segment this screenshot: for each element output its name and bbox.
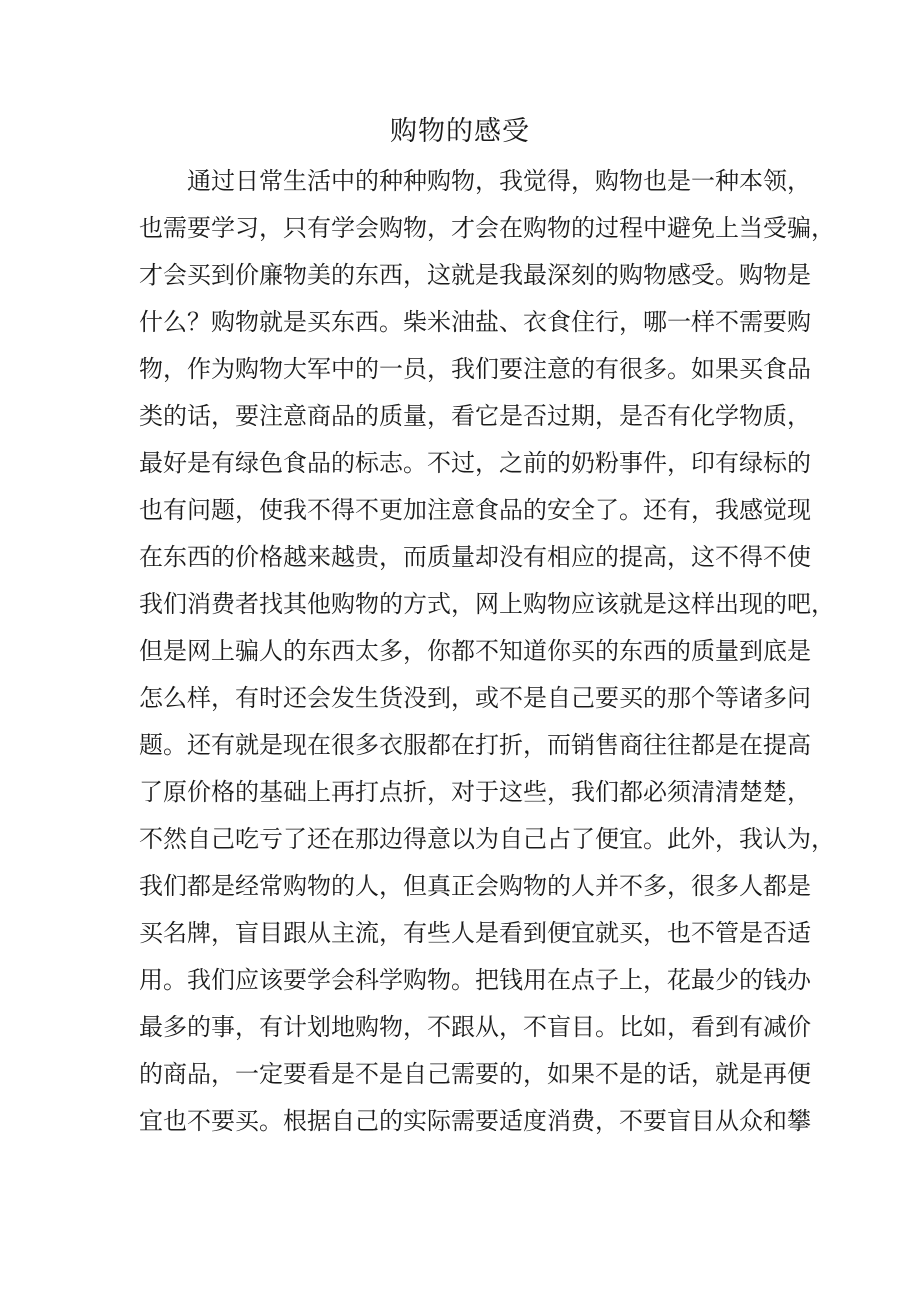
- text-line: 我们都是经常购物的人，但真正会购物的人并不多，很多人都是: [139, 872, 811, 900]
- text-line: 用。我们应该要学会科学购物。把钱用在点子上，花最少的钱办: [139, 966, 811, 994]
- text-line: 宜也不要买。根据自己的实际需要适度消费，不要盲目从众和攀: [139, 1107, 811, 1135]
- text-line: 才会买到价廉物美的东西，这就是我最深刻的购物感受。购物是: [139, 261, 811, 289]
- text-line: 类的话，要注意商品的质量，看它是否过期，是否有化学物质，: [139, 402, 811, 430]
- text-line: 物，作为购物大军中的一员，我们要注意的有很多。如果买食品: [139, 355, 811, 383]
- text-line: 题。还有就是现在很多衣服都在打折，而销售商往往都是在提高: [139, 731, 811, 759]
- text-line: 了原价格的基础上再打点折，对于这些，我们都必须清清楚楚，: [139, 778, 811, 806]
- text-line: 也需要学习，只有学会购物，才会在购物的过程中避免上当受骗，: [139, 214, 835, 242]
- text-line: 不然自己吃亏了还在那边得意以为自己占了便宜。此外，我认为，: [139, 825, 835, 853]
- text-line: 也有问题，使我不得不更加注意食品的安全了。还有，我感觉现: [139, 496, 811, 524]
- document-title: 购物的感受: [390, 116, 530, 147]
- text-line: 最好是有绿色食品的标志。不过，之前的奶粉事件，印有绿标的: [139, 449, 811, 477]
- text-line: 通过日常生活中的种种购物，我觉得，购物也是一种本领，: [187, 167, 811, 195]
- document-body: [139, 158, 835, 1145]
- text-line: 的商品，一定要看是不是自己需要的，如果不是的话，就是再便: [139, 1060, 811, 1088]
- text-line: 买名牌，盲目跟从主流，有些人是看到便宜就买，也不管是否适: [139, 919, 811, 947]
- text-line: 在东西的价格越来越贵，而质量却没有相应的提高，这不得不使: [139, 543, 811, 571]
- text-line: 最多的事，有计划地购物，不跟从，不盲目。比如，看到有减价: [139, 1013, 811, 1041]
- text-line: 怎么样，有时还会发生货没到，或不是自己要买的那个等诸多问: [139, 684, 811, 712]
- text-line: 但是网上骗人的东西太多，你都不知道你买的东西的质量到底是: [139, 637, 811, 665]
- text-line: 我们消费者找其他购物的方式，网上购物应该就是这样出现的吧，: [139, 590, 835, 618]
- text-line: 什么？购物就是买东西。柴米油盐、衣食住行，哪一样不需要购: [139, 308, 811, 336]
